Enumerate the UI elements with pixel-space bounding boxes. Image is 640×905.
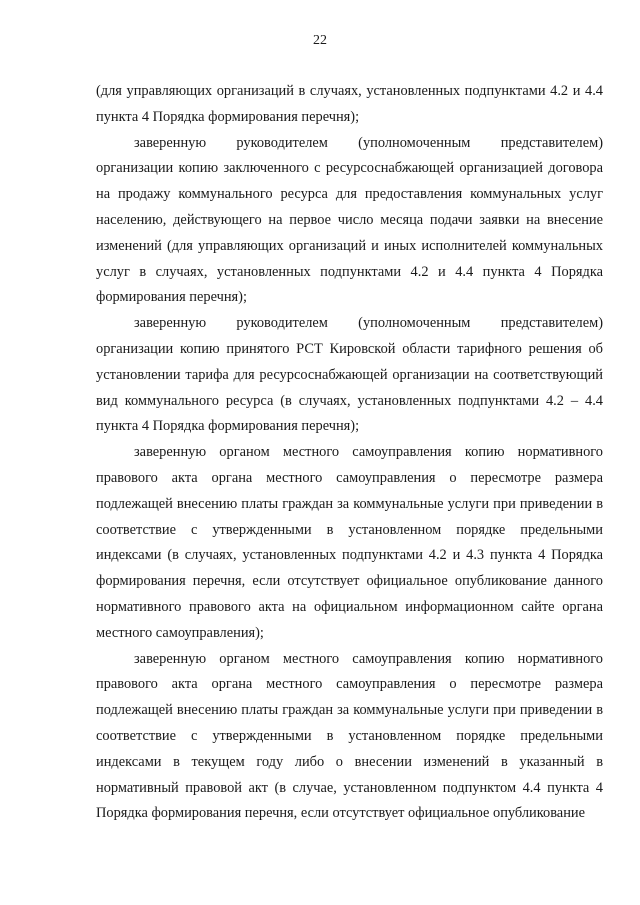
paragraph-resource-contract: заверенную руководителем (уполномоченным представителем) организации копию заключенного с ресурсоснабжающей организацией договора на продажу коммунального ресурса для предоставления коммунальных услуг населению, действующего на первое число месяца подачи заявки на внесение изменений (для управляющих организаций и иных исполнителей коммунальных услуг в случаях, установленных подпунктами 4.2 и 4.4 пункта 4 Порядка формирования перечня);	[96, 134, 603, 306]
paragraph-continuation: (для управляющих организаций в случаях, установленных подпунктами 4.2 и 4.4 пункта 4 Порядка формирования перечня);	[96, 83, 603, 125]
paragraph-tariff-decision: заверенную руководителем (уполномоченным представителем) организации копию принятого РСТ Кировской области тарифного решения об установлении тарифа для ресурсоснабжающей организации на соответствующий вид коммунального ресурса (в случаях, установленных подпунктами 4.2 – 4.4 пункта 4 Порядка формирования перечня);	[96, 315, 603, 435]
paragraph-local-act-indexes: заверенную органом местного самоуправления копию нормативного правового акта органа местного самоуправления о пересмотре размера подлежащей внесению платы граждан за коммунальные услуги при приведении в соответствие с утвержденными в установленном порядке предельными индексами (в случаях, установленных подпунктами 4.2 и 4.3 пункта 4 Порядка формирования перечня, если отсутствует официальное опубликование данного нормативного правового акта на официальном информационном сайте органа местного самоуправления);	[96, 444, 603, 641]
paragraph-local-act-current-year: заверенную органом местного самоуправления копию нормативного правового акта органа местного самоуправления о пересмотре размера подлежащей внесению платы граждан за коммунальные услуги при приведении в соответствие с утвержденными в установленном порядке предельными индексами в текущем году либо о внесении изменений в указанный в нормативный правовой акт (в случае, установленном подпунктом 4.4 пункта 4 Порядка формирования перечня, если отсутствует официальное опубликование	[96, 650, 603, 822]
page-number: 22	[313, 33, 327, 48]
document-body	[96, 79, 603, 827]
